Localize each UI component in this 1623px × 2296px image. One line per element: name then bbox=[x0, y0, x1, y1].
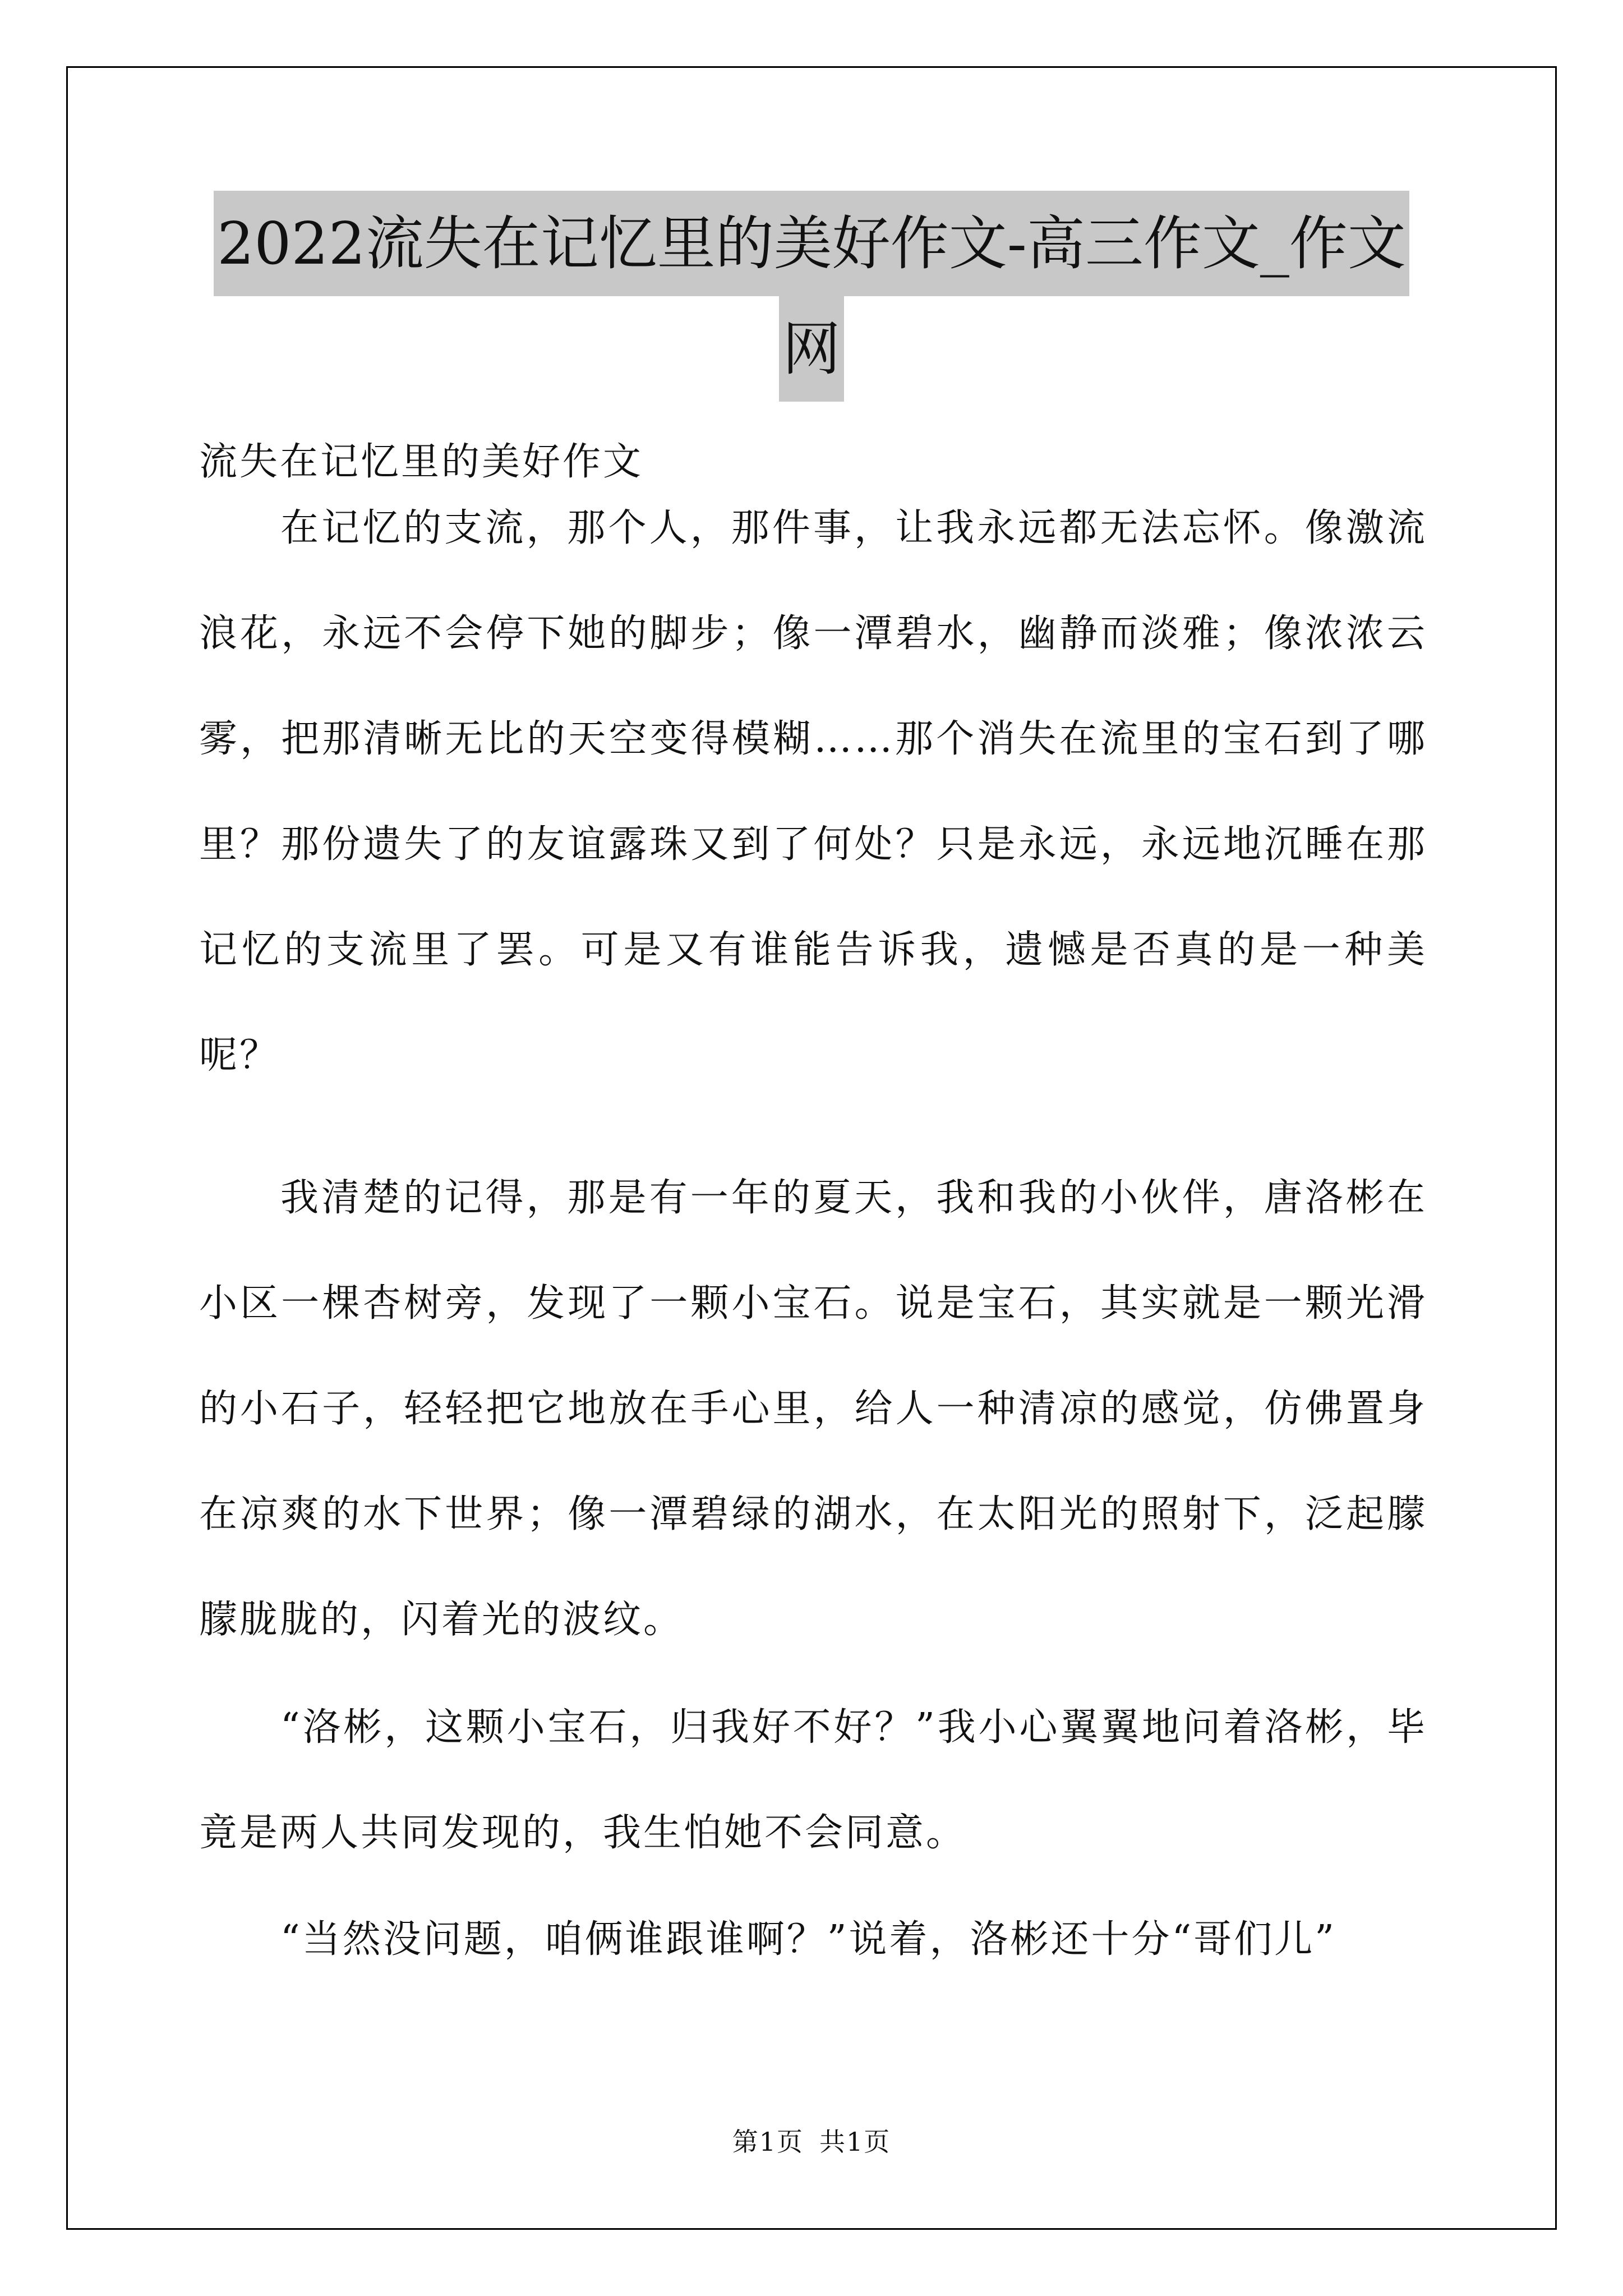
title-line-2: 网 bbox=[779, 296, 844, 402]
essay-subtitle: 流失在记忆里的美好作文 bbox=[199, 440, 644, 484]
title-line-1: 2022流失在记忆里的美好作文-高三作文_作文 bbox=[214, 191, 1409, 296]
paragraph-4: “当然没问题，咱俩谁跟谁啊？”说着，洛彬还十分“哥们儿” bbox=[280, 1917, 1337, 1962]
page-number-current: 第1页 bbox=[732, 2127, 804, 2157]
page-footer bbox=[0, 2125, 1623, 2159]
paragraph-2: 我清楚的记得，那是有一年的夏天，我和我的小伙伴，唐洛彬在小区一棵杏树旁，发现了一颗小宝石。说是宝石，其实就是一颗光滑的小石子，轻轻把它地放在手心里，给人一种清凉的感觉，仿佛置身在凉爽的水下世界；像一潭碧绿的湖水，在太阳光的照射下，泛起朦朦胧胧的，闪着光的波纹。 bbox=[199, 1176, 1427, 1642]
paragraph-1: 在记忆的支流，那个人，那件事，让我永远都无法忘怀。像激流浪花，永远不会停下她的脚步；像一潭碧水，幽静而淡雅；像浓浓云雾，把那清晰无比的天空变得模糊……那个消失在流里的宝石到了哪里？那份遗失了的友谊露珠又到了何处？只是永远，永远地沉睡在那记忆的支流里了罢。可是又有谁能告诉我，遗憾是否真的是一种美呢？ bbox=[199, 506, 1427, 1078]
page-number-total: 共1页 bbox=[819, 2127, 891, 2157]
document-title bbox=[185, 191, 1438, 402]
paragraph-3: “洛彬，这颗小宝石，归我好不好？”我小心翼翼地问着洛彬，毕竟是两人共同发现的，我生怕她不会同意。 bbox=[199, 1705, 1427, 1855]
